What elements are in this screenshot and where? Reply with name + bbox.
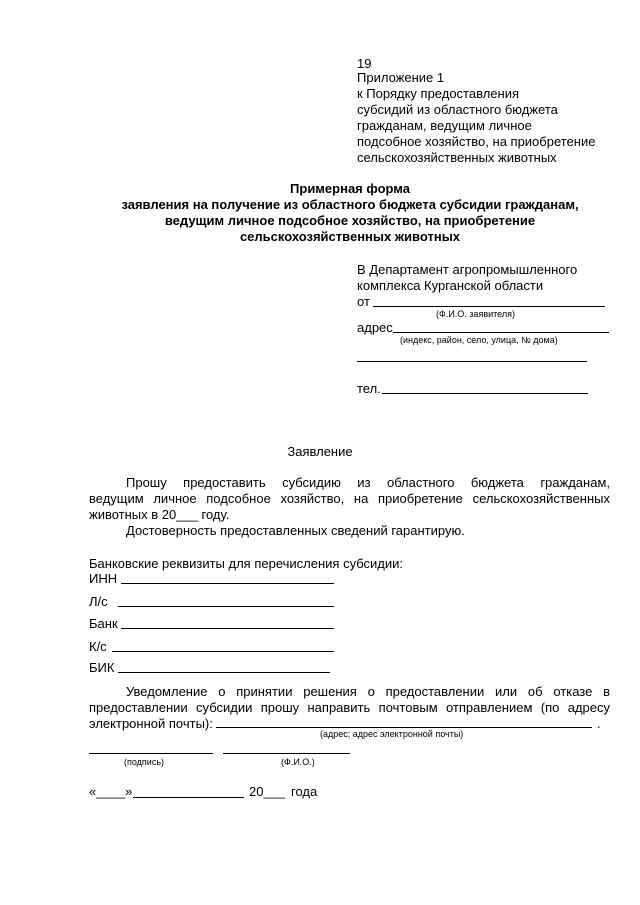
date-suffix: года	[291, 784, 318, 799]
notice-hint: (адрес; адрес электронной почты)	[320, 729, 464, 739]
notice-line: Уведомление о принятии решения о предоставлении или об отказе в	[126, 684, 610, 699]
bik-label: БИК	[89, 660, 115, 675]
date-day: «____»	[89, 784, 133, 799]
from-label: от	[357, 294, 370, 309]
appendix-line: сельскохозяйственных животных	[357, 150, 557, 165]
appendix-line: субсидий из областного бюджета	[357, 102, 558, 117]
corr-field[interactable]	[112, 651, 334, 652]
addressee-line: В Департамент агропромышленного	[357, 262, 578, 277]
statement-line: животных в 20___ году.	[89, 507, 230, 522]
corr-label: К/с	[89, 639, 107, 654]
inn-field[interactable]	[121, 583, 334, 584]
inn-label: ИНН	[89, 571, 118, 586]
phone-label: тел.	[357, 381, 381, 396]
signature-hint: (подпись)	[124, 757, 165, 767]
title-line: сельскохозяйственных животных	[239, 229, 461, 244]
title-line: заявления на получение из областного бюджета субсидии гражданам,	[121, 197, 579, 212]
bank-label: Банк	[89, 616, 118, 631]
signature-field[interactable]	[89, 753, 213, 754]
statement-heading: Заявление	[287, 444, 353, 459]
phone-field[interactable]	[382, 393, 588, 394]
appendix-line: к Порядку предоставления	[357, 86, 519, 101]
name-hint: (Ф.И.О.)	[281, 757, 315, 767]
address-hint: (индекс, район, село, улица, № дома)	[400, 335, 558, 345]
addressee-line: комплекса Курганской области	[357, 278, 544, 293]
account-field[interactable]	[118, 606, 334, 607]
notice-dot: .	[597, 716, 601, 731]
address-label: адрес	[357, 320, 393, 335]
address-field-line2[interactable]	[357, 361, 587, 362]
appendix-line: гражданам, ведущим личное	[357, 118, 532, 133]
title-line: ведущим личное подсобное хозяйство, на приобретение	[164, 213, 536, 228]
notice-line: электронной почты):	[89, 716, 213, 731]
from-hint: (Ф.И.О. заявителя)	[436, 309, 515, 319]
from-field[interactable]	[373, 306, 605, 307]
bank-heading: Банковские реквизиты для перечисления субсидии:	[89, 556, 403, 571]
page-number: 19	[357, 56, 372, 71]
name-field[interactable]	[223, 753, 350, 754]
guarantee-text: Достоверность предоставленных сведений гарантирую.	[126, 523, 465, 538]
appendix-line: Приложение 1	[357, 70, 445, 85]
bik-field[interactable]	[118, 672, 330, 673]
appendix-line: подсобное хозяйство, на приобретение	[357, 134, 596, 149]
statement-line: ведущим личное подсобное хозяйство, на приобретение сельскохозяйственных	[89, 491, 610, 506]
account-label: Л/с	[89, 594, 108, 609]
title-line: Примерная форма	[290, 181, 410, 196]
address-field[interactable]	[393, 332, 609, 333]
date-year: 20___	[249, 784, 286, 799]
statement-line: Прошу предоставить субсидию из областного бюджета гражданам,	[126, 475, 610, 490]
date-month-field[interactable]	[133, 797, 244, 798]
notice-line: предоставлении субсидии прошу направить почтовым отправлением (по адресу	[89, 700, 610, 715]
email-address-field[interactable]	[216, 727, 592, 728]
bank-field[interactable]	[121, 628, 334, 629]
